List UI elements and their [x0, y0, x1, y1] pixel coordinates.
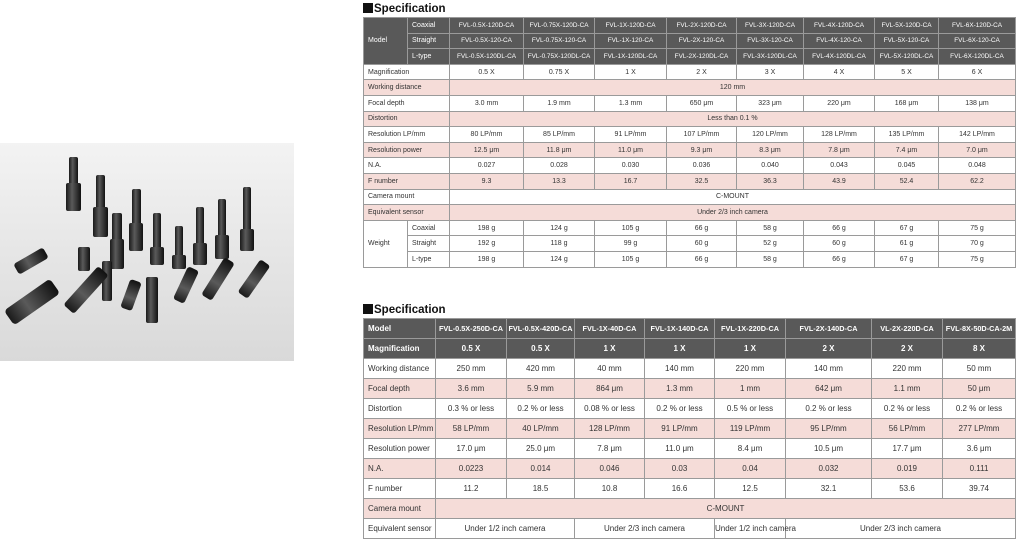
row-value: 0.043 [804, 158, 875, 174]
lens-group-image [0, 143, 294, 361]
row-value: 220 mm [872, 359, 943, 379]
row-value: 43.9 [804, 173, 875, 189]
row-value: 16.7 [595, 173, 667, 189]
row-value: 12.5 μm [450, 142, 524, 158]
model-name: FVL-2X-120-CA [667, 33, 737, 49]
spec-row [364, 64, 1016, 80]
model-name: FVL-0.5X-120-CA [450, 33, 524, 49]
spec-row [364, 519, 1016, 539]
spec-row [364, 158, 1016, 174]
spec-row [364, 205, 1016, 221]
row-value-span: 120 mm [450, 80, 1016, 96]
spec-row [364, 80, 1016, 96]
row-value: 13.3 [524, 173, 595, 189]
weight-value: 105 g [595, 251, 667, 267]
row-label: F number [364, 173, 450, 189]
row-label: Focal depth [364, 95, 450, 111]
model-name: FVL-0.75X-120D-CA [524, 18, 595, 34]
magnification-value: 1 X [715, 339, 786, 359]
row-value-span: C-MOUNT [436, 499, 1016, 519]
row-value: 7.8 μm [575, 439, 645, 459]
model-name: FVL-5X-120D-CA [875, 18, 939, 34]
spec-heading-2: Specification [363, 304, 446, 316]
weight-value: 105 g [595, 220, 667, 236]
row-value: 0.03 [645, 459, 715, 479]
magnification-label: Magnification [364, 339, 436, 359]
weight-value: 66 g [804, 251, 875, 267]
row-value: 220 mm [715, 359, 786, 379]
weight-value: 198 g [450, 220, 524, 236]
row-value: 36.3 [737, 173, 804, 189]
spec-heading-1: Specification [363, 3, 446, 15]
sensor-group: Under 1/2 inch camera [436, 519, 575, 539]
model-name: FVL-1X-220D-CA [715, 319, 786, 339]
sensor-group: Under 1/2 inch camera [715, 519, 786, 539]
row-value: 4 X [804, 64, 875, 80]
row-value: 17.7 μm [872, 439, 943, 459]
row-value: 10.8 [575, 479, 645, 499]
row-value: 168 μm [875, 95, 939, 111]
model-name: FVL-8X-50D-CA-2M [943, 319, 1016, 339]
row-label: Focal depth [364, 379, 436, 399]
spec-table-1 [363, 17, 1016, 268]
model-name: FVL-4X-120DL-CA [804, 49, 875, 65]
row-value: 10.5 μm [786, 439, 872, 459]
weight-value: 58 g [737, 251, 804, 267]
row-value-span: C-MOUNT [450, 189, 1016, 205]
row-value: 0.048 [939, 158, 1016, 174]
row-value: 0.014 [507, 459, 575, 479]
model-name: FVL-2X-120DL-CA [667, 49, 737, 65]
weight-value: 124 g [524, 251, 595, 267]
sensor-group: Under 2/3 inch camera [786, 519, 1016, 539]
row-value: 0.08 % or less [575, 399, 645, 419]
weight-value: 192 g [450, 236, 524, 252]
row-value: 250 mm [436, 359, 507, 379]
weight-row [364, 220, 1016, 236]
row-value: 8.4 μm [715, 439, 786, 459]
row-value: 119 LP/mm [715, 419, 786, 439]
mount-type-label: Coaxial [408, 18, 450, 34]
weight-row [364, 251, 1016, 267]
row-value: 0.2 % or less [943, 399, 1016, 419]
row-value: 95 LP/mm [786, 419, 872, 439]
row-value: 0.3 % or less [436, 399, 507, 419]
row-value: 7.0 μm [939, 142, 1016, 158]
row-value: 1 mm [715, 379, 786, 399]
weight-value: 52 g [737, 236, 804, 252]
spec-row [364, 459, 1016, 479]
row-label: Magnification [364, 64, 450, 80]
model-name: FVL-4X-120D-CA [804, 18, 875, 34]
weight-value: 60 g [804, 236, 875, 252]
row-value: 11.0 μm [595, 142, 667, 158]
row-value: 107 LP/mm [667, 127, 737, 143]
model-name: VL-2X-220D-CA [872, 319, 943, 339]
row-value: 40 mm [575, 359, 645, 379]
mount-type-label: Straight [408, 33, 450, 49]
model-row-l-type [364, 49, 1016, 65]
model-name: FVL-3X-120D-CA [737, 18, 804, 34]
spec-row [364, 189, 1016, 205]
model-name: FVL-5X-120-CA [875, 33, 939, 49]
row-value: 32.5 [667, 173, 737, 189]
row-value: 52.4 [875, 173, 939, 189]
magnification-row [364, 339, 1016, 359]
row-value: 11.0 μm [645, 439, 715, 459]
row-value: 0.027 [450, 158, 524, 174]
weight-value: 124 g [524, 220, 595, 236]
row-value: 12.5 [715, 479, 786, 499]
row-value: 0.5 X [450, 64, 524, 80]
model-name: FVL-2X-120D-CA [667, 18, 737, 34]
magnification-value: 2 X [786, 339, 872, 359]
row-value: 0.028 [524, 158, 595, 174]
row-value: 7.4 μm [875, 142, 939, 158]
model-name: FVL-0.5X-250D-CA [436, 319, 507, 339]
row-value: 62.2 [939, 173, 1016, 189]
row-value: 0.0223 [436, 459, 507, 479]
row-label: Camera mount [364, 189, 450, 205]
spec-row [364, 127, 1016, 143]
spec-row [364, 399, 1016, 419]
row-value: 140 mm [645, 359, 715, 379]
model-name: FVL-1X-120-CA [595, 33, 667, 49]
row-value: 2 X [667, 64, 737, 80]
row-label: N.A. [364, 158, 450, 174]
spec-row [364, 95, 1016, 111]
spec-row [364, 142, 1016, 158]
magnification-value: 1 X [575, 339, 645, 359]
row-value-span: Less than 0.1 % [450, 111, 1016, 127]
weight-value: 66 g [804, 220, 875, 236]
row-value: 5 X [875, 64, 939, 80]
row-label: Equivalent sensor [364, 519, 436, 539]
row-value: 128 LP/mm [804, 127, 875, 143]
row-value: 277 LP/mm [943, 419, 1016, 439]
magnification-value: 0.5 X [436, 339, 507, 359]
row-value: 0.036 [667, 158, 737, 174]
row-value: 6 X [939, 64, 1016, 80]
row-value: 50 mm [943, 359, 1016, 379]
weight-value: 61 g [875, 236, 939, 252]
row-value: 140 mm [786, 359, 872, 379]
row-label: Camera mount [364, 499, 436, 519]
row-value: 85 LP/mm [524, 127, 595, 143]
row-value: 642 μm [786, 379, 872, 399]
row-value: 1.3 mm [595, 95, 667, 111]
row-value-span: Under 2/3 inch camera [450, 205, 1016, 221]
model-row [364, 319, 1016, 339]
row-value: 3.0 mm [450, 95, 524, 111]
row-value: 3.6 μm [943, 439, 1016, 459]
row-value: 0.2 % or less [872, 399, 943, 419]
row-value: 91 LP/mm [595, 127, 667, 143]
spec-row [364, 479, 1016, 499]
row-value: 138 μm [939, 95, 1016, 111]
weight-type-label: L-type [408, 251, 450, 267]
row-value: 25.0 μm [507, 439, 575, 459]
weight-value: 58 g [737, 220, 804, 236]
model-name: FVL-0.5X-120DL-CA [450, 49, 524, 65]
product-photo [0, 143, 294, 361]
row-value: 53.6 [872, 479, 943, 499]
row-label: Resolution power [364, 142, 450, 158]
row-label: Resolution power [364, 439, 436, 459]
model-label: Model [364, 319, 436, 339]
model-name: FVL-0.75X-120DL-CA [524, 49, 595, 65]
row-value: 1 X [595, 64, 667, 80]
row-value: 0.019 [872, 459, 943, 479]
magnification-value: 8 X [943, 339, 1016, 359]
row-value: 0.046 [575, 459, 645, 479]
model-name: FVL-3X-120DL-CA [737, 49, 804, 65]
row-label: Working distance [364, 80, 450, 96]
row-value: 142 LP/mm [939, 127, 1016, 143]
row-value: 128 LP/mm [575, 419, 645, 439]
row-value: 120 LP/mm [737, 127, 804, 143]
row-label: Working distance [364, 359, 436, 379]
weight-label: Weight [364, 220, 408, 267]
magnification-value: 2 X [872, 339, 943, 359]
weight-value: 66 g [667, 220, 737, 236]
row-value: 32.1 [786, 479, 872, 499]
row-value: 8.3 μm [737, 142, 804, 158]
row-value: 56 LP/mm [872, 419, 943, 439]
row-value: 0.030 [595, 158, 667, 174]
row-value: 0.111 [943, 459, 1016, 479]
row-value: 39.74 [943, 479, 1016, 499]
row-value: 1.9 mm [524, 95, 595, 111]
row-value: 650 μm [667, 95, 737, 111]
row-label: Equivalent sensor [364, 205, 450, 221]
row-value: 220 μm [804, 95, 875, 111]
model-name: FVL-6X-120-CA [939, 33, 1016, 49]
model-row-straight [364, 33, 1016, 49]
model-name: FVL-1X-40D-CA [575, 319, 645, 339]
row-label: Distortion [364, 399, 436, 419]
weight-value: 67 g [875, 251, 939, 267]
row-value: 58 LP/mm [436, 419, 507, 439]
weight-value: 75 g [939, 220, 1016, 236]
row-value: 40 LP/mm [507, 419, 575, 439]
row-value: 17.0 μm [436, 439, 507, 459]
spec-table-2 [363, 318, 1016, 539]
weight-value: 75 g [939, 251, 1016, 267]
row-value: 11.8 μm [524, 142, 595, 158]
model-name: FVL-5X-120DL-CA [875, 49, 939, 65]
sensor-group: Under 2/3 inch camera [575, 519, 715, 539]
spec-row [364, 173, 1016, 189]
row-value: 11.2 [436, 479, 507, 499]
row-value: 0.040 [737, 158, 804, 174]
row-value: 0.75 X [524, 64, 595, 80]
row-value: 9.3 [450, 173, 524, 189]
row-value: 864 μm [575, 379, 645, 399]
row-value: 16.6 [645, 479, 715, 499]
row-value: 135 LP/mm [875, 127, 939, 143]
magnification-value: 1 X [645, 339, 715, 359]
row-value: 0.032 [786, 459, 872, 479]
model-name: FVL-0.75X-120-CA [524, 33, 595, 49]
row-value: 323 μm [737, 95, 804, 111]
row-value: 1.3 mm [645, 379, 715, 399]
spec-row [364, 439, 1016, 459]
row-label: N.A. [364, 459, 436, 479]
model-name: FVL-1X-120D-CA [595, 18, 667, 34]
weight-value: 60 g [667, 236, 737, 252]
row-value: 3.6 mm [436, 379, 507, 399]
spec-row [364, 359, 1016, 379]
row-value: 91 LP/mm [645, 419, 715, 439]
model-name: FVL-2X-140D-CA [786, 319, 872, 339]
row-value: 50 μm [943, 379, 1016, 399]
weight-value: 70 g [939, 236, 1016, 252]
row-value: 0.2 % or less [645, 399, 715, 419]
heading-square-icon [363, 3, 373, 13]
row-value: 18.5 [507, 479, 575, 499]
weight-value: 66 g [667, 251, 737, 267]
spec-row [364, 379, 1016, 399]
model-name: FVL-1X-140D-CA [645, 319, 715, 339]
spec-row [364, 111, 1016, 127]
row-value: 0.5 % or less [715, 399, 786, 419]
model-row-coaxial [364, 18, 1016, 34]
weight-value: 198 g [450, 251, 524, 267]
spec-row [364, 419, 1016, 439]
heading-square-icon [363, 304, 373, 314]
model-name: FVL-3X-120-CA [737, 33, 804, 49]
model-name: FVL-4X-120-CA [804, 33, 875, 49]
weight-type-label: Straight [408, 236, 450, 252]
weight-value: 99 g [595, 236, 667, 252]
row-value: 5.9 mm [507, 379, 575, 399]
row-value: 7.8 μm [804, 142, 875, 158]
row-value: 9.3 μm [667, 142, 737, 158]
row-value: 3 X [737, 64, 804, 80]
row-label: F number [364, 479, 436, 499]
model-name: FVL-6X-120DL-CA [939, 49, 1016, 65]
row-value: 420 mm [507, 359, 575, 379]
model-name: FVL-0.5X-420D-CA [507, 319, 575, 339]
model-name: FVL-0.5X-120D-CA [450, 18, 524, 34]
row-label: Distortion [364, 111, 450, 127]
model-name: FVL-1X-120DL-CA [595, 49, 667, 65]
row-value: 80 LP/mm [450, 127, 524, 143]
row-value: 0.2 % or less [786, 399, 872, 419]
row-value: 1.1 mm [872, 379, 943, 399]
model-name: FVL-6X-120D-CA [939, 18, 1016, 34]
weight-type-label: Coaxial [408, 220, 450, 236]
weight-value: 118 g [524, 236, 595, 252]
weight-value: 67 g [875, 220, 939, 236]
row-label: Resolution LP/mm [364, 419, 436, 439]
mount-type-label: L-type [408, 49, 450, 65]
row-value: 0.2 % or less [507, 399, 575, 419]
row-label: Resolution LP/mm [364, 127, 450, 143]
row-value: 0.04 [715, 459, 786, 479]
weight-row [364, 236, 1016, 252]
magnification-value: 0.5 X [507, 339, 575, 359]
spec-row [364, 499, 1016, 519]
row-value: 0.045 [875, 158, 939, 174]
model-label: Model [364, 18, 408, 65]
